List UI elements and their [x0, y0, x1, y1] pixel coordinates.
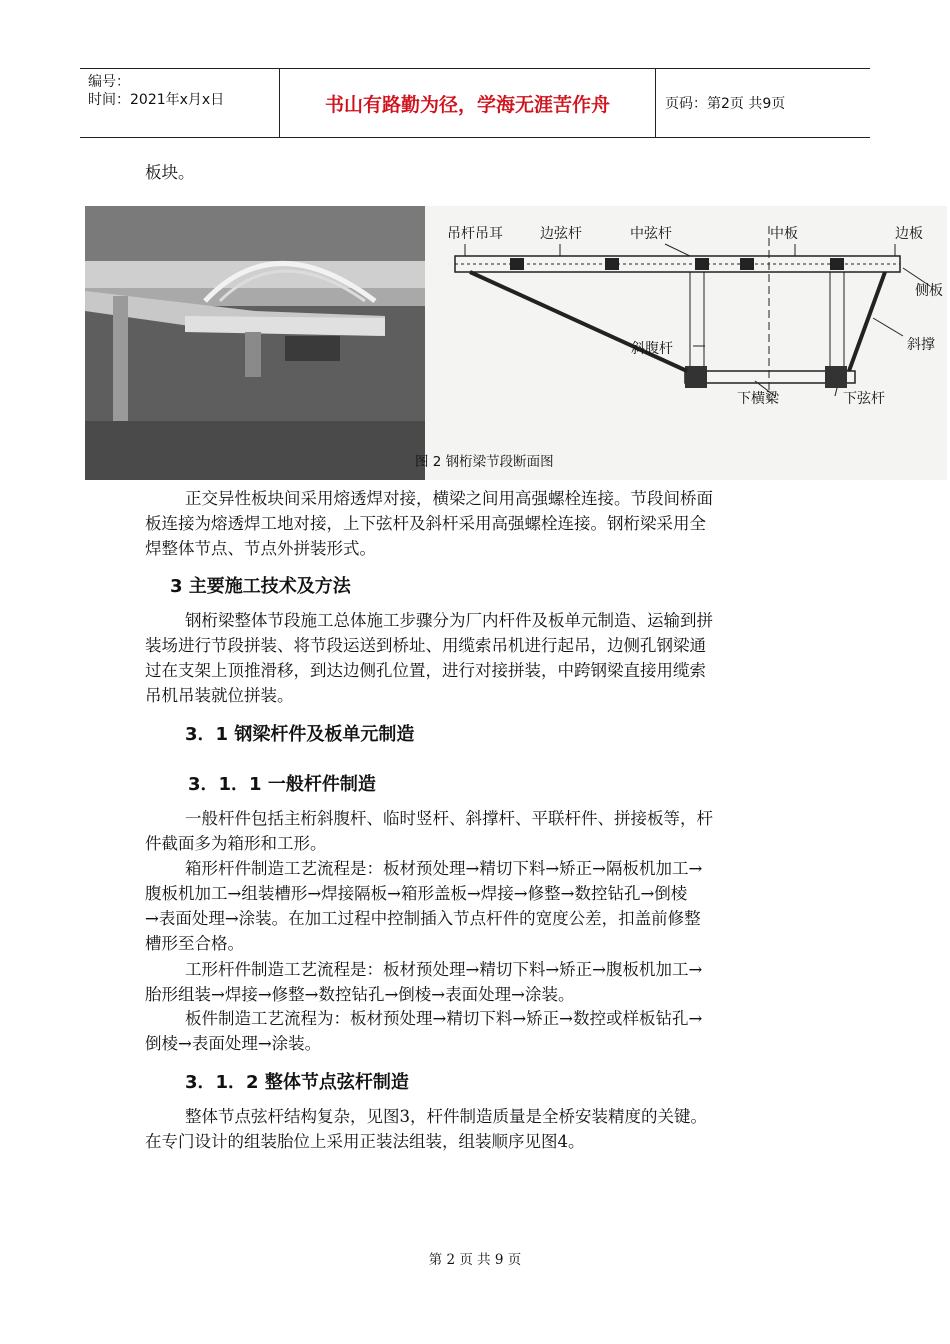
- paragraph-line: 板连接为熔透焊工地对接，上下弦杆及斜杆采用高强螺栓连接。钢桁梁采用全: [145, 514, 706, 533]
- paragraph-line: 板件制造工艺流程为：板材预处理→精切下料→矫正→数控或样板钻孔→: [185, 1009, 703, 1028]
- section-heading-3: 3 主要施工技术及方法: [170, 576, 351, 597]
- paragraph-line: →表面处理→涂装。在加工过程中控制插入节点杆件的宽度公差，扣盖前修整: [145, 909, 701, 928]
- label-lower-beam: 下横梁: [737, 391, 779, 407]
- page-footer: 第 2 页 共 9 页: [428, 1252, 522, 1268]
- paragraph-line: 在专门设计的组装胎位上采用正装法组装，组装顺序见图4。: [145, 1132, 585, 1151]
- paragraph-line: 倒棱→表面处理→涂装。: [145, 1034, 322, 1053]
- label-diagonal-web: 斜腹杆: [631, 341, 673, 357]
- number-label: 编号：: [88, 74, 130, 90]
- paragraph-line: 工形杆件制造工艺流程是：板材预处理→精切下料→矫正→腹板机加工→: [185, 960, 703, 979]
- paragraph-line: 整体节点弦杆结构复杂，见图3，杆件制造质量是全桥安装精度的关键。: [185, 1107, 707, 1126]
- label-edge-chord: 边弦杆: [540, 226, 582, 242]
- paragraph-line: 箱形杆件制造工艺流程是：板材预处理→精切下料→矫正→隔板机加工→: [185, 859, 703, 878]
- header-motto: 书山有路勤为径，学海无涯苦作舟: [280, 69, 656, 137]
- label-lower-chord: 下弦杆: [843, 391, 885, 407]
- top-fragment: 板块。: [145, 163, 195, 182]
- label-middle-chord: 中弦杆: [630, 226, 672, 242]
- paragraph-line: 槽形至合格。: [145, 934, 244, 953]
- label-hanger-lug: 吊杆吊耳: [447, 226, 503, 242]
- header-page-info: 页码：第2页 共9页: [665, 96, 786, 112]
- date-label: 时间：2021年x月x日: [88, 92, 225, 108]
- paragraph-line: 件截面多为箱形和工形。: [145, 834, 327, 853]
- section-heading-3-1-1: 3．1．1 一般杆件制造: [188, 774, 376, 795]
- truss-cross-section-diagram: [425, 206, 947, 480]
- paragraph-line: 钢桁梁整体节段施工总体施工步骤分为厂内杆件及板单元制造、运输到拼: [185, 611, 713, 630]
- label-side-plate: 侧板: [915, 283, 943, 299]
- label-brace: 斜撑: [907, 337, 935, 353]
- paragraph-line: 装场进行节段拼装、将节段运送到桥址、用缆索吊机进行起吊，边侧孔钢梁通: [145, 636, 706, 655]
- bridge-rendering-image: [85, 206, 425, 480]
- paragraph-line: 一般杆件包括主桁斜腹杆、临时竖杆、斜撑杆、平联杆件、拼接板等，杆: [185, 809, 713, 828]
- paragraph-line: 吊机吊装就位拼装。: [145, 686, 294, 705]
- page-header: [80, 68, 870, 138]
- label-middle-plate: 中板: [770, 226, 798, 242]
- figure-caption: 图 2 钢桁梁节段断面图: [415, 454, 554, 470]
- label-edge-plate: 边板: [895, 226, 923, 242]
- section-heading-3-1-2: 3．1．2 整体节点弦杆制造: [185, 1072, 409, 1093]
- header-meta: [80, 69, 280, 137]
- figure-2: [85, 206, 947, 480]
- section-heading-3-1: 3．1 钢梁杆件及板单元制造: [185, 724, 415, 745]
- paragraph-line: 正交异性板块间采用熔透焊对接，横梁之间用高强螺栓连接。节段间桥面: [185, 489, 713, 508]
- paragraph-line: 腹板机加工→组装槽形→焊接隔板→箱形盖板→焊接→修整→数控钻孔→倒棱: [145, 884, 688, 903]
- paragraph-line: 过在支架上顶推滑移，到达边侧孔位置，进行对接拼装，中跨钢梁直接用缆索: [145, 661, 706, 680]
- paragraph-line: 胎形组装→焊接→修整→数控钻孔→倒棱→表面处理→涂装。: [145, 985, 575, 1004]
- paragraph-line: 焊整体节点、节点外拼装形式。: [145, 539, 376, 558]
